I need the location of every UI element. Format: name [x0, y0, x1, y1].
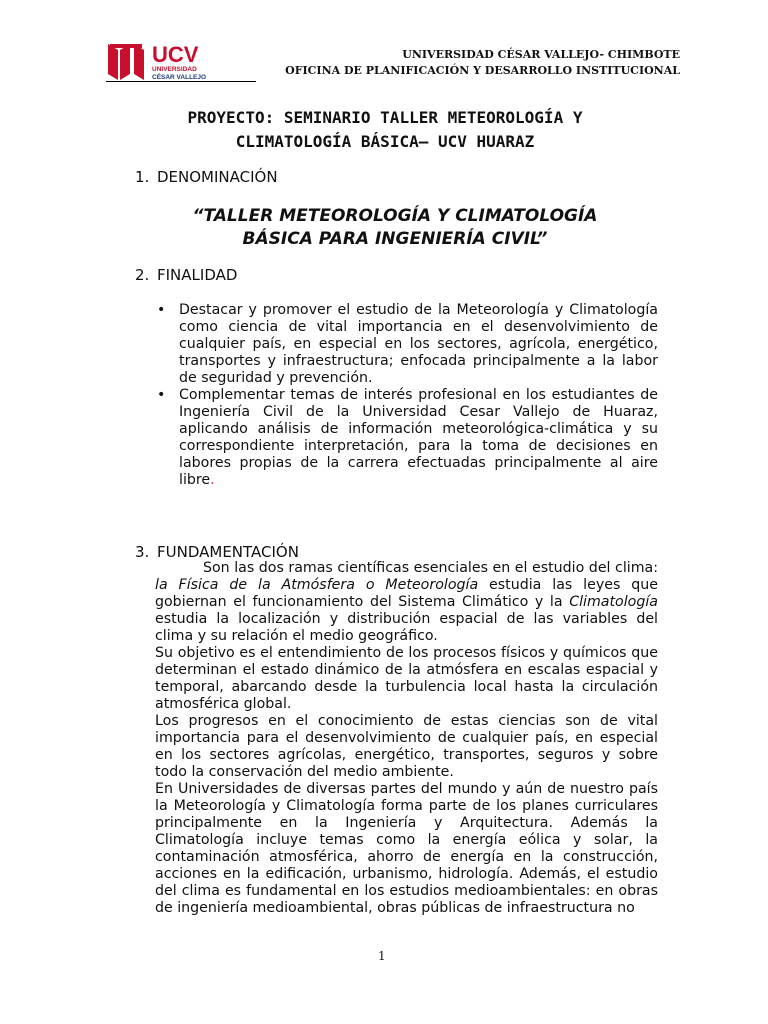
workshop-title-line-2: BÁSICA PARA INGENIERÍA CIVIL”	[242, 229, 548, 249]
project-title-line-1: PROYECTO: SEMINARIO TALLER METEOROLOGÍA Y	[187, 108, 583, 127]
heading-number: 2.	[135, 266, 150, 284]
list-item-end-mark: .	[210, 472, 215, 488]
header-institution	[285, 47, 680, 79]
page-number: 1	[378, 949, 386, 963]
finalidad-list	[155, 302, 658, 489]
text-run: estudia las leyes que gobiernan el funcionamiento del Sistema Climático y la	[155, 577, 658, 610]
paragraph: En Universidades de diversas partes del mundo y aún de nuestro país la Meteorología y Climatología forma parte de los planes curriculares principalmente en la Ingeniería y Arquitectura. Además la Climatología incluye temas como la energía eólica y solar, la contaminación atmosférica, ahorro de energía en la construcción, acciones en la edificación, urbanismo, hidrología. Además, el estudio del clima es fundamental en los estudios medioambientales: en obras de ingeniería medioambiental, obras públicas de infraestructura no	[155, 781, 658, 916]
text-run-italic: la Física de la Atmósfera o Meteorología	[155, 577, 479, 593]
list-item	[155, 387, 658, 489]
heading-title: FUNDAMENTACIÓN	[157, 543, 299, 561]
svg-text:CÉSAR VALLEJO: CÉSAR VALLEJO	[152, 74, 207, 81]
project-title	[112, 106, 658, 154]
workshop-title	[140, 205, 650, 251]
heading-denominacion	[135, 168, 278, 186]
text-run: Son las dos ramas científicas esenciales en el estudio del clima:	[203, 560, 658, 576]
header-rule	[106, 81, 256, 82]
heading-fundamentacion	[135, 543, 299, 561]
fundamentacion-body	[155, 560, 658, 917]
heading-title: DENOMINACIÓN	[157, 168, 278, 186]
paragraph	[155, 560, 658, 645]
svg-text:UCV: UCV	[152, 42, 199, 67]
paragraph: Su objetivo es el entendimiento de los procesos físicos y químicos que determinan el estado dinámico de la atmósfera en escalas espacial y temporal, abarcando desde la turbulencia local hasta la circulación atmosférica global.	[155, 645, 658, 712]
heading-number: 1.	[135, 168, 150, 186]
heading-finalidad	[135, 266, 237, 284]
project-title-line-2: CLIMATOLOGÍA BÁSICA– UCV HUARAZ	[235, 132, 535, 151]
university-name: UNIVERSIDAD CÉSAR VALLEJO- CHIMBOTE	[402, 48, 680, 61]
workshop-title-line-1: “TALLER METEOROLOGÍA Y CLIMATOLOGÍA	[192, 206, 598, 226]
heading-number: 3.	[135, 543, 150, 561]
office-name: OFICINA DE PLANIFICACIÓN Y DESARROLLO INSTITUCIONAL	[285, 64, 680, 77]
ucv-logo	[106, 40, 256, 82]
list-item-text: Complementar temas de interés profesional en los estudiantes de Ingeniería Civil de la Universidad Cesar Vallejo de Huaraz, aplicando análisis de información meteorológica-climática y su correspondiente interpretación, para la toma de decisiones en labores propias de la carrera efectuadas principalmente al aire libre	[179, 387, 658, 488]
list-item	[155, 302, 658, 387]
text-run: estudia la localización y distribución espacial de las variables del clima y su relación el medio geográfico.	[155, 611, 658, 644]
paragraph: Los progresos en el conocimiento de estas ciencias son de vital importancia para el desenvolvimiento de cualquier país, en especial en los sectores agrícolas, energético, transportes, seguros y sobre todo la conservación del medio ambiente.	[155, 713, 658, 780]
ucv-logo-graphic	[106, 40, 256, 82]
heading-title: FINALIDAD	[157, 266, 238, 284]
svg-text:UNIVERSIDAD: UNIVERSIDAD	[152, 66, 197, 73]
text-run-italic: Climatología	[569, 594, 658, 610]
list-item-text: Destacar y promover el estudio de la Meteorología y Climatología como ciencia de vital importancia en el desenvolvimiento de cualquier país, en especial en los sectores, agrícola, energético, transportes y infraestructura; enfocada principalmente a la labor de seguridad y prevención.	[179, 302, 658, 386]
